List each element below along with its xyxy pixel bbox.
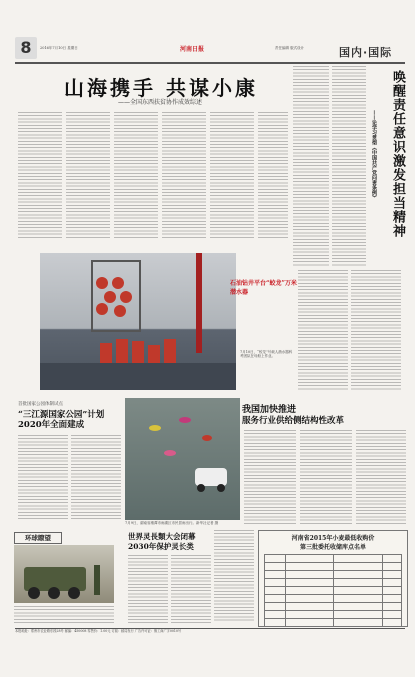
table-row bbox=[265, 619, 402, 627]
right-mid-body-col-1 bbox=[244, 430, 296, 525]
lead-subheadline: ——全国东西扶贫协作成效综述 bbox=[118, 99, 203, 106]
sidebar-headline-col2: 激发担当精神 bbox=[390, 154, 405, 238]
env-photo bbox=[14, 545, 114, 603]
bl-body-col-2 bbox=[71, 435, 121, 520]
section-title: 国内·国际 bbox=[339, 46, 393, 59]
right-article-headline-2: 服务行业供给侧结构性改革 bbox=[242, 416, 345, 426]
table-box-title-1: 河南省2015年小麦最低收购价 bbox=[291, 535, 375, 542]
sidebar-subheadline: ——论学习贯彻《中国共产党问责条例》 bbox=[371, 110, 377, 200]
env-section-label bbox=[14, 532, 62, 544]
right-article-headline-1: 我国加快推进 bbox=[242, 405, 297, 415]
world-body-col-2 bbox=[171, 555, 211, 623]
right-body-col-2 bbox=[351, 270, 401, 390]
sidebar-headline-col1: 唤醒责任意识 bbox=[390, 70, 405, 154]
page-number: 8 bbox=[15, 37, 37, 59]
table-row bbox=[265, 587, 402, 595]
lead-body-col-3 bbox=[114, 112, 158, 240]
photo-top-drawing bbox=[40, 253, 236, 390]
date-line: 2016年7月10日 星期日 bbox=[40, 46, 78, 50]
table-box-grid bbox=[264, 554, 402, 627]
env-body bbox=[14, 606, 114, 624]
photo-bottom-drawing bbox=[125, 398, 240, 520]
world-body-col-1 bbox=[128, 555, 168, 623]
table-row bbox=[265, 555, 402, 563]
photo-bottom-caption: 7月9日，湖南省湘潭市雨湖区市民冒雨出行。新华社记者 摄 bbox=[125, 521, 219, 525]
right-mid-body-col-3 bbox=[356, 430, 406, 525]
table-box-title-2: 第三批委托收储库点名单 bbox=[299, 544, 366, 551]
table-row bbox=[265, 563, 402, 571]
bl-headline: “三江源国家公园”计划2020年全面建成 bbox=[18, 410, 105, 430]
lead-headline: 山海携手 共谋小康 bbox=[64, 76, 258, 100]
header-rule bbox=[15, 62, 405, 64]
bl-kicker: 首批国家公园体制试点 bbox=[18, 402, 63, 407]
world-headline-2: 2030年保护灵长类 bbox=[128, 542, 194, 551]
table-row bbox=[265, 611, 402, 619]
sidebar-headline bbox=[371, 70, 407, 240]
world-headline-1: 世界灵長類大会闭幕 bbox=[128, 532, 196, 541]
table-row bbox=[265, 571, 402, 579]
table-row bbox=[265, 579, 402, 587]
lead-body-col-4 bbox=[162, 112, 206, 240]
right-body-col-1 bbox=[298, 270, 348, 390]
editors: 责任编辑 版式设计 bbox=[275, 46, 305, 50]
table-box bbox=[258, 530, 408, 627]
env-label-text: 环球瞭望 bbox=[25, 534, 51, 542]
lead-body-col-6 bbox=[258, 112, 288, 240]
lead-body-col-1 bbox=[18, 112, 62, 240]
bl-body-col-1 bbox=[18, 435, 68, 520]
right-mid-body-col-2 bbox=[300, 430, 352, 525]
table-row bbox=[265, 603, 402, 611]
lead-body-col-5 bbox=[210, 112, 254, 240]
photo-top-caption: 7月10日，“蛟龙”号载人潜水器科考团队在母船上作业。 bbox=[240, 350, 293, 358]
photo-bottom bbox=[125, 398, 240, 520]
sidebar-body-col-1 bbox=[293, 66, 329, 266]
footer-text: 本报地址：郑州市农业路东段28号 邮编：450008 零售价：1.00元 订阅：邮局发行 广告许可证：豫工商广字0010号 bbox=[15, 629, 182, 633]
table-row bbox=[265, 595, 402, 603]
env-photo-drawing bbox=[14, 545, 114, 603]
world-body-col-3 bbox=[214, 530, 254, 623]
photo-top-caption-title: 石油钻井平台“蛟龙”万米潜水器 bbox=[230, 280, 297, 296]
paper-name: 河南日报 bbox=[180, 46, 205, 53]
lead-body-col-2 bbox=[66, 112, 110, 240]
sidebar-body-col-2 bbox=[332, 66, 366, 266]
